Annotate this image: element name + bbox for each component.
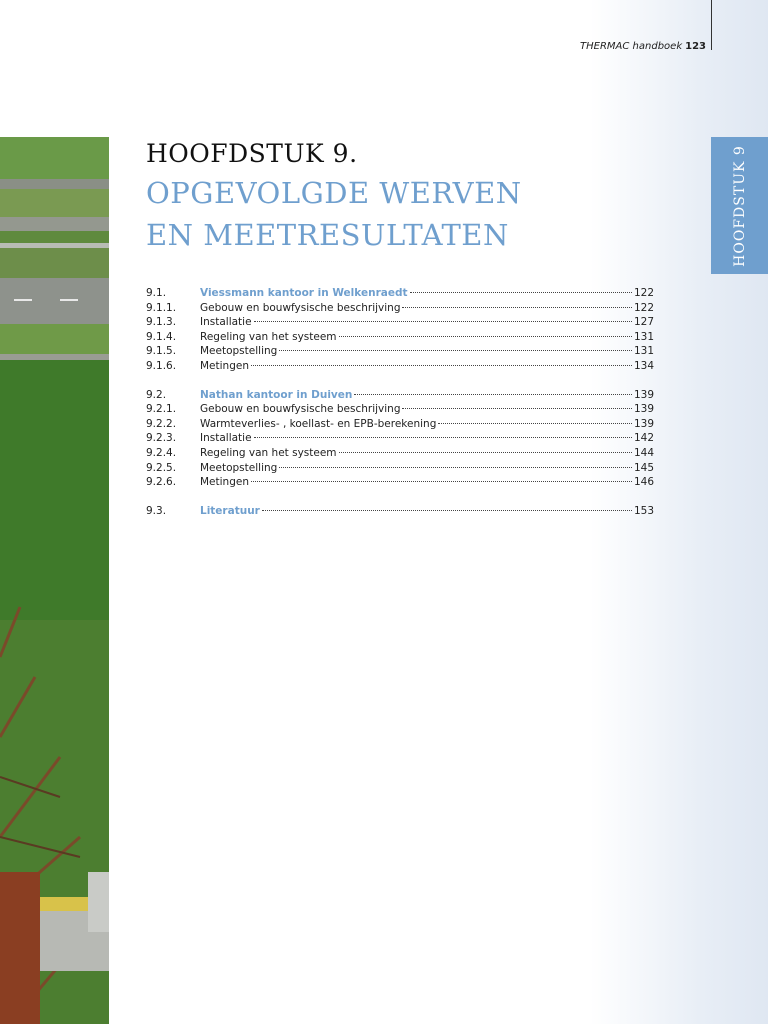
- chapter-tab-label: HOOFDSTUK 9: [731, 144, 748, 267]
- toc-page-number: 146: [633, 476, 654, 489]
- toc-page-number: 139: [633, 388, 654, 401]
- toc-page-number: 139: [633, 417, 654, 430]
- toc-leader-dots: [339, 336, 632, 337]
- toc-page-number: 144: [633, 446, 654, 459]
- table-of-contents: [146, 287, 654, 519]
- toc-number: 9.2.1.: [146, 403, 177, 416]
- toc-leader-dots: [254, 321, 632, 322]
- toc-page-number: 142: [633, 432, 654, 445]
- page-number: 123: [685, 41, 706, 52]
- chapter-tab: [711, 137, 768, 274]
- toc-number: 9.1.3.: [146, 316, 177, 329]
- toc-section-entry: [146, 389, 654, 404]
- toc-number: 9.1.: [146, 287, 167, 299]
- toc-number: 9.3.: [146, 504, 167, 517]
- chapter-photo: [0, 137, 109, 1024]
- toc-number: 9.1.6.: [146, 359, 177, 372]
- toc-title: Meetopstelling: [200, 345, 278, 358]
- toc-section-entry: [146, 505, 654, 520]
- toc-number: 9.2.3.: [146, 432, 177, 445]
- toc-page-number: 131: [633, 345, 654, 358]
- toc-number: 9.2.2.: [146, 417, 177, 430]
- toc-title: Installatie: [200, 432, 252, 445]
- toc-entry: [146, 432, 654, 447]
- toc-number: 9.1.4.: [146, 330, 177, 343]
- toc-page-number: 127: [633, 316, 654, 329]
- toc-title: Literatuur: [200, 504, 260, 517]
- toc-page-number: 134: [633, 359, 654, 372]
- toc-title: Installatie: [200, 316, 252, 329]
- toc-title: Regeling van het systeem: [200, 330, 337, 343]
- toc-title: Gebouw en bouwfysische beschrijving: [200, 301, 401, 314]
- toc-entry: [146, 462, 654, 477]
- toc-entry: [146, 360, 654, 375]
- toc-title: Nathan kantoor in Duiven: [200, 388, 353, 401]
- toc-leader-dots: [251, 365, 632, 366]
- toc-entry: [146, 302, 654, 317]
- chapter-title-line1: OPGEVOLGDE WERVEN: [146, 176, 522, 210]
- toc-title: Viessmann kantoor in Welkenraedt: [200, 287, 408, 299]
- toc-page-number: 153: [633, 504, 654, 517]
- toc-leader-dots: [410, 292, 632, 293]
- toc-entry: [146, 316, 654, 331]
- toc-entry: [146, 418, 654, 433]
- toc-leader-dots: [279, 350, 632, 351]
- toc-number: 9.1.5.: [146, 345, 177, 358]
- toc-entry: [146, 345, 654, 360]
- toc-title: Metingen: [200, 476, 249, 489]
- book-title: THERMAC handboek: [580, 41, 683, 52]
- toc-number: 9.1.1.: [146, 301, 177, 314]
- toc-title: Metingen: [200, 359, 249, 372]
- toc-entry: [146, 447, 654, 462]
- chapter-number: HOOFDSTUK 9.: [146, 139, 358, 168]
- toc-leader-dots: [402, 408, 631, 409]
- toc-page-number: 145: [633, 461, 654, 474]
- toc-number: 9.2.4.: [146, 446, 177, 459]
- toc-leader-dots: [251, 481, 632, 482]
- toc-leader-dots: [279, 467, 632, 468]
- toc-leader-dots: [254, 437, 632, 438]
- toc-title: Regeling van het systeem: [200, 446, 337, 459]
- toc-section-entry: [146, 287, 654, 302]
- toc-entry: [146, 331, 654, 346]
- chapter-title-line2: EN MEETRESULTATEN: [146, 218, 509, 252]
- header-rule: [711, 0, 712, 50]
- toc-leader-dots: [339, 452, 632, 453]
- toc-page-number: 122: [633, 301, 654, 314]
- toc-page-number: 139: [633, 403, 654, 416]
- toc-number: 9.2.5.: [146, 461, 177, 474]
- toc-leader-dots: [438, 423, 632, 424]
- toc-leader-dots: [402, 307, 631, 308]
- running-header: [580, 41, 706, 52]
- toc-number: 9.2.: [146, 388, 167, 401]
- toc-entry: [146, 476, 654, 491]
- toc-page-number: 131: [633, 330, 654, 343]
- toc-entry: [146, 403, 654, 418]
- chapter-title: [146, 172, 522, 256]
- toc-leader-dots: [262, 510, 632, 511]
- toc-number: 9.2.6.: [146, 476, 177, 489]
- toc-leader-dots: [354, 394, 632, 395]
- toc-title: Warmteverlies- , koellast- en EPB-berekening: [200, 417, 437, 430]
- toc-title: Gebouw en bouwfysische beschrijving: [200, 403, 401, 416]
- toc-page-number: 122: [633, 287, 654, 299]
- toc-title: Meetopstelling: [200, 461, 278, 474]
